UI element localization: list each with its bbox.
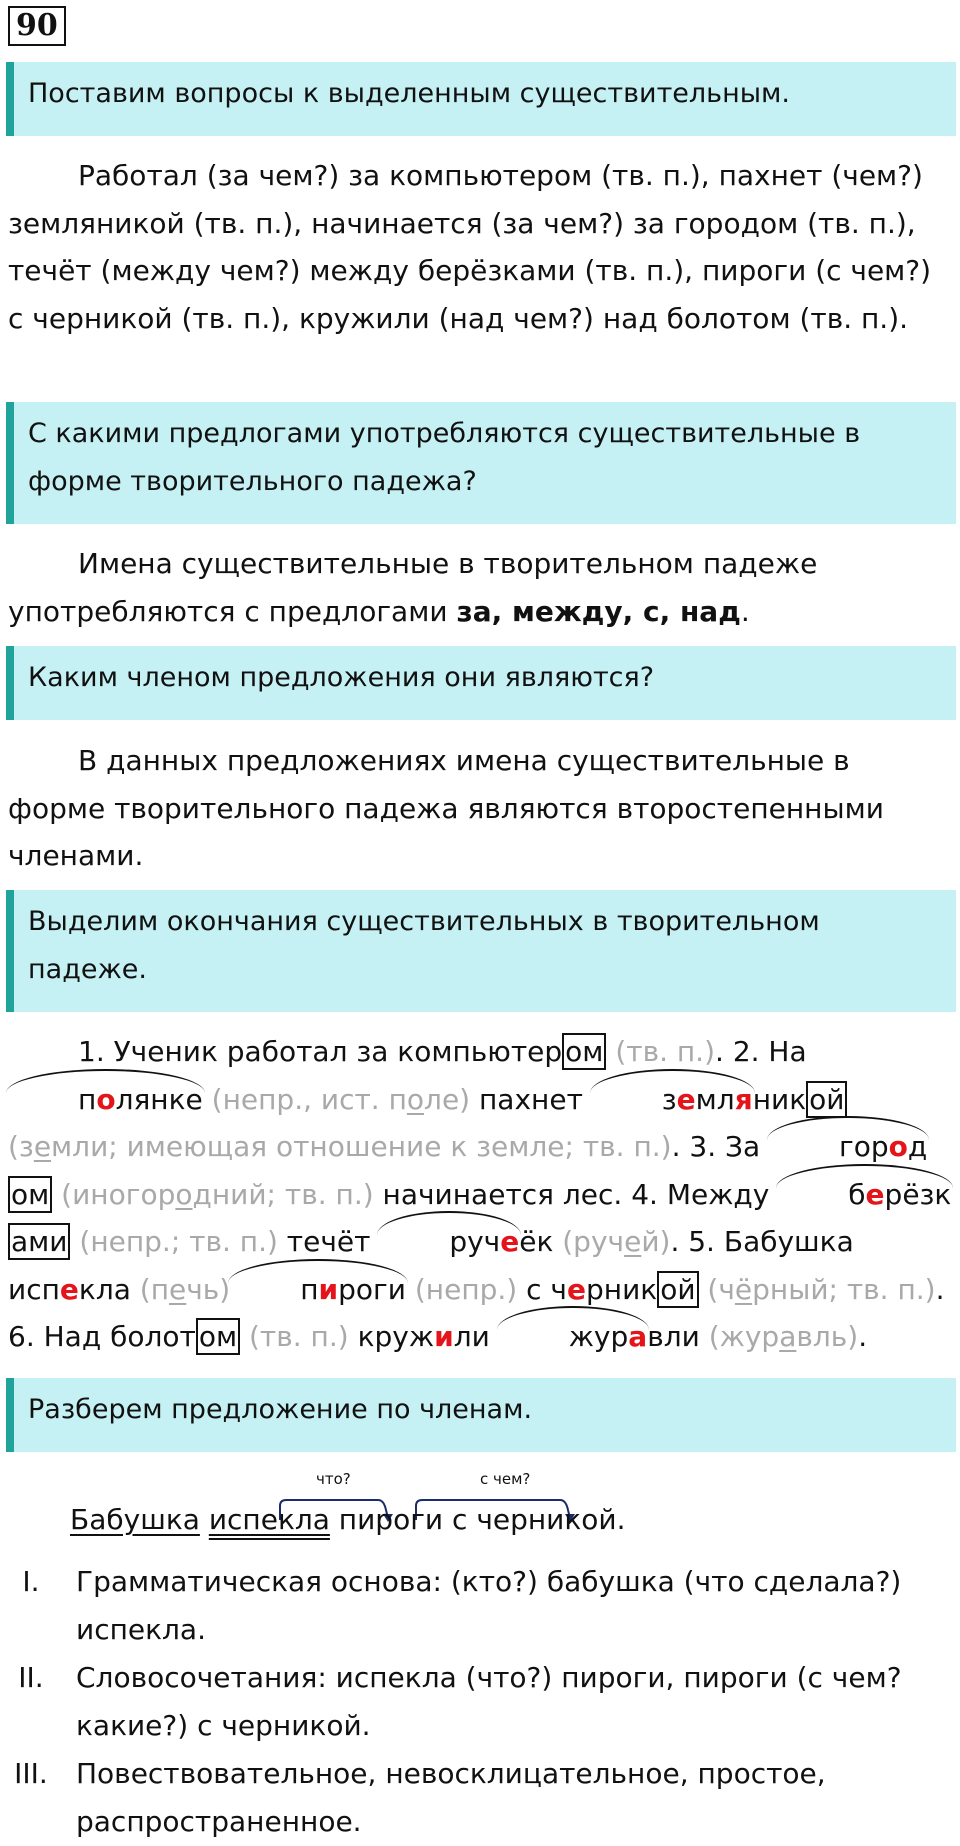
highlight-vowel: е xyxy=(865,1177,885,1211)
exercise-number: 90 xyxy=(8,6,66,46)
highlight-vowel: е xyxy=(676,1082,696,1116)
word-part: ёк xyxy=(519,1225,554,1258)
analysis-list xyxy=(0,1558,960,1846)
modifier: с черникой. xyxy=(443,1503,626,1536)
question-4-text: Выделим окончания существительных в творительном падеже. xyxy=(28,906,820,985)
answer-2-end: . xyxy=(740,594,750,628)
sentence-part: пахнет xyxy=(470,1082,592,1116)
note-part: рный; тв. п.) xyxy=(752,1272,936,1306)
note-part: (жур xyxy=(699,1320,780,1353)
note-part: (непр., ист. п xyxy=(202,1082,407,1116)
root-arc xyxy=(230,1266,406,1314)
note-part: чь) xyxy=(186,1272,231,1306)
note-vowel: ё xyxy=(734,1272,753,1306)
list-item-text: Повествовательное, невосклицательное, простое, распространенное. xyxy=(76,1757,826,1838)
list-marker: III. xyxy=(14,1757,48,1790)
word-part: б xyxy=(848,1177,866,1211)
note-part: вль) xyxy=(796,1320,859,1353)
highlight-vowel: я xyxy=(734,1082,753,1116)
highlight-vowel: о xyxy=(888,1130,908,1163)
question-block-2 xyxy=(6,402,956,524)
sentence-part: . 3. За xyxy=(671,1130,770,1163)
root-arc xyxy=(379,1218,519,1266)
answer-1: Работал (за чем?) за компьютером (тв. п.), пахнет (чем?) земляникой (тв. п.), начинается (за чем?) за городом (тв. п.), течёт (между чем?) между берёзками (тв. п.), пироги (с чем?) с черникой (тв. п.), кружили (над чем?) над болотом (тв. п.). xyxy=(8,159,932,335)
highlight-vowel: о xyxy=(96,1082,116,1116)
word-part: ли xyxy=(453,1320,499,1353)
sentence-part: начинается лес. 4. Между xyxy=(373,1177,779,1211)
answer-2-prepositions: за, между, с, над xyxy=(456,594,741,628)
word-part: п xyxy=(78,1082,97,1116)
word-part: рник xyxy=(585,1272,658,1306)
highlight-vowel: е xyxy=(59,1272,79,1306)
sentence-part: 1. Ученик работал за компьютер xyxy=(78,1035,563,1068)
grammar-note xyxy=(700,1320,858,1353)
word-part: кла xyxy=(78,1272,131,1306)
list-marker: I. xyxy=(22,1565,40,1598)
word-part: рёзк xyxy=(884,1177,952,1211)
list-item xyxy=(0,1750,960,1846)
ending-box: ами xyxy=(8,1223,70,1260)
word-part: п xyxy=(300,1272,319,1306)
question-block-1 xyxy=(6,62,956,136)
word-part: гор xyxy=(839,1130,889,1163)
note-vowel: е xyxy=(169,1272,187,1306)
question-block-3 xyxy=(6,646,956,720)
list-marker: II. xyxy=(18,1661,44,1694)
ending-box: ой xyxy=(657,1271,698,1308)
list-item-text: Словосочетания: испекла (что?) пироги, пироги (с чем? какие?) с черникой. xyxy=(76,1661,902,1742)
answer-4-text xyxy=(8,1028,952,1361)
note-part: (ч xyxy=(698,1272,735,1306)
note-vowel: е xyxy=(624,1225,642,1258)
sentence-part: с ч xyxy=(517,1272,567,1306)
word-part: жур xyxy=(568,1320,629,1353)
word-part: лянке xyxy=(115,1082,203,1116)
grammar-note: (тв. п.) xyxy=(606,1035,716,1068)
note-vowel: а xyxy=(779,1320,797,1353)
note-vowel: о xyxy=(406,1082,425,1116)
question-1-text: Поставим вопросы к выделенным существительным. xyxy=(28,78,791,109)
grammar-note xyxy=(553,1225,670,1258)
question-block-5 xyxy=(6,1378,956,1452)
note-vowel: о xyxy=(175,1177,193,1211)
word-part: круж xyxy=(348,1320,435,1353)
sentence-part: . xyxy=(858,1320,868,1353)
root-arc xyxy=(592,1076,753,1124)
analyzed-sentence xyxy=(70,1500,626,1540)
ending-box: ой xyxy=(806,1081,847,1118)
subject: Бабушка xyxy=(70,1503,200,1536)
word-part: роги xyxy=(338,1272,406,1306)
grammar-note: (непр.) xyxy=(405,1272,518,1306)
root-arc xyxy=(778,1171,951,1219)
grammar-note: (непр.; тв. п.) xyxy=(79,1225,278,1258)
word-part: з xyxy=(661,1082,677,1116)
note-vowel: е xyxy=(33,1130,52,1163)
highlight-vowel: е xyxy=(500,1225,520,1258)
question-label-2: с чем? xyxy=(480,1470,531,1488)
root-arc xyxy=(8,1076,203,1124)
note-part: й) xyxy=(641,1225,671,1258)
question-3-text: Каким членом предложения они являются? xyxy=(28,662,655,693)
grammar-note xyxy=(61,1178,373,1211)
answer-3: В данных предложениях имена существительные в форме творительного падежа являются второстепенными членами. xyxy=(8,744,884,872)
question-5-text: Разберем предложение по членам. xyxy=(28,1394,533,1425)
grammar-note xyxy=(8,1130,672,1163)
grammar-note xyxy=(203,1083,470,1116)
answer-2-text: Имена существительные в творительном падеже употребляются с предлогами xyxy=(8,547,818,628)
note-part: (руч xyxy=(553,1225,625,1258)
word-part: д xyxy=(907,1130,928,1163)
grammar-note xyxy=(140,1273,230,1306)
grammar-note: (тв. п.) xyxy=(240,1320,349,1353)
note-part: (иногор xyxy=(61,1177,176,1211)
word-part: ник xyxy=(752,1082,807,1116)
highlight-vowel: и xyxy=(318,1272,339,1306)
word-part: мл xyxy=(695,1082,735,1116)
question-block-4 xyxy=(6,890,956,1012)
note-part: (п xyxy=(139,1272,170,1306)
word-part: руч xyxy=(449,1225,501,1258)
note-part: (з xyxy=(8,1130,34,1163)
sentence-part: течёт xyxy=(277,1225,380,1258)
ending-box: ом xyxy=(196,1318,240,1355)
list-item-text: Грамматическая основа: (кто?) бабушка (что сделала?) испекла. xyxy=(76,1565,902,1646)
sentence-part: . 2. На xyxy=(715,1035,807,1068)
ending-box: ом xyxy=(8,1176,52,1213)
note-part: дний; тв. п.) xyxy=(192,1177,374,1211)
word-part: вли xyxy=(647,1320,700,1353)
highlight-vowel: е xyxy=(566,1272,586,1306)
list-item xyxy=(0,1654,960,1750)
note-part: мли; имеющая отношение к земле; тв. п.) xyxy=(51,1130,672,1163)
highlight-vowel: а xyxy=(628,1320,648,1353)
answer-2 xyxy=(8,540,952,635)
question-label-1: что? xyxy=(316,1470,351,1488)
grammar-note xyxy=(699,1273,936,1306)
sentence-part: . 6. Над xyxy=(8,1272,945,1353)
sentence-part: . 5. Бабушка исп xyxy=(8,1225,854,1306)
note-part: ле) xyxy=(424,1082,471,1116)
object: пироги xyxy=(329,1503,444,1536)
word-part: болот xyxy=(110,1320,196,1353)
list-item xyxy=(0,1558,960,1654)
predicate: испекла xyxy=(208,1503,330,1536)
root-arc xyxy=(499,1313,647,1361)
highlight-vowel: и xyxy=(434,1320,454,1353)
question-2-text: С какими предлогами употребляются существительные в форме творительного падежа? xyxy=(28,418,861,497)
ending-box: ом xyxy=(562,1033,606,1070)
